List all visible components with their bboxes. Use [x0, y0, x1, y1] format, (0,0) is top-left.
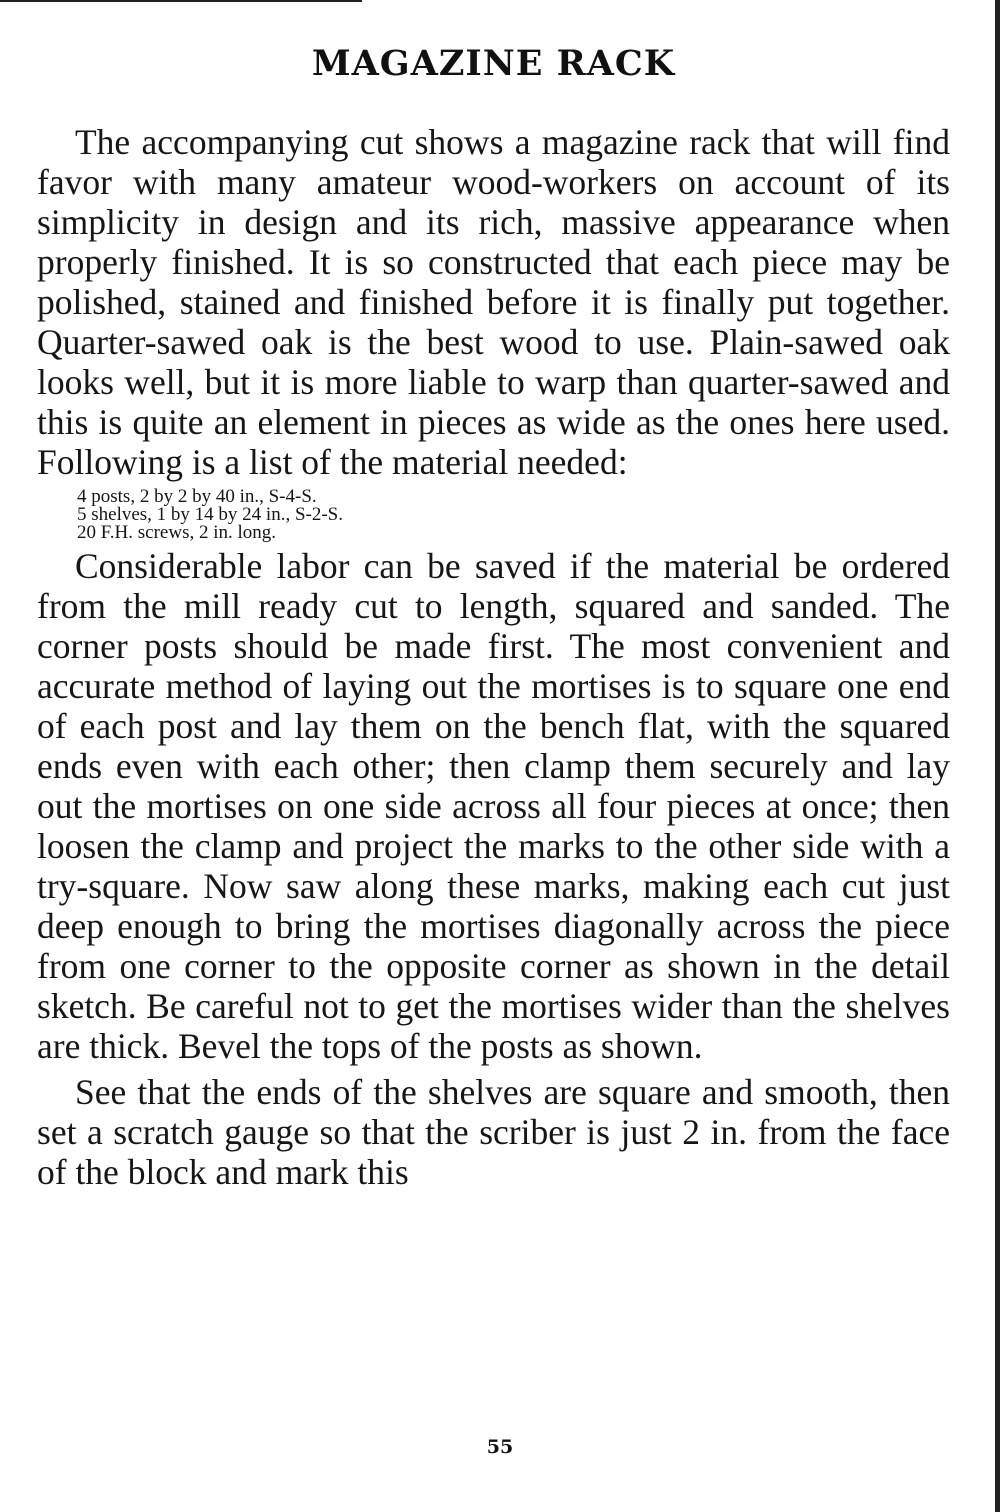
materials-list-item: 20 F.H. screws, 2 in. long.: [77, 522, 277, 543]
labor-paragraph: Considerable labor can be saved if the material be ordered from the mill ready cut to length, squared and sanded. The corner posts should be made first. The most convenient and accurate method of laying out the mortises is to square one end of each post and lay them on the bench flat, with the squared ends even with each other; then clamp them securely and lay out the mortises on one side across all four pieces at once; then loosen the clamp and project the marks to the other side with a try-square. Now saw along these marks, making each cut just deep enough to bring the mortises diagonally across the piece from one corner to the opposite corner as shown in the detail sketch. Be careful not to get the mortises wider than the shelves are thick. Bevel the tops of the posts as shown.: [37, 546, 950, 1066]
right-edge-rule: [995, 0, 1000, 1512]
materials-list: [37, 488, 950, 542]
materials-list-item: 5 shelves, 1 by 14 by 24 in., S-2-S.: [77, 504, 343, 525]
top-rule: [0, 0, 362, 2]
page-number: 55: [486, 1436, 514, 1458]
page-title: MAGAZINE RACK: [311, 43, 676, 84]
shelves-paragraph: See that the ends of the shelves are square and smooth, then set a scratch gauge so that the scriber is just 2 in. from the face of the block and mark this: [37, 1072, 950, 1192]
intro-paragraph: The accompanying cut shows a magazine rack that will find favor with many amateur wood-workers on account of its simplicity in design and its rich, massive appearance when properly finished. It is so constructed that each piece may be polished, stained and finished before it is finally put together. Quarter-sawed oak is the best wood to use. Plain-sawed oak looks well, but it is more liable to warp than quarter-sawed and this is quite an element in pieces as wide as the ones here used. Following is a list of the material needed:: [37, 122, 950, 482]
materials-list-item: 4 posts, 2 by 2 by 40 in., S-4-S.: [77, 486, 317, 507]
page-body: [37, 40, 950, 1192]
